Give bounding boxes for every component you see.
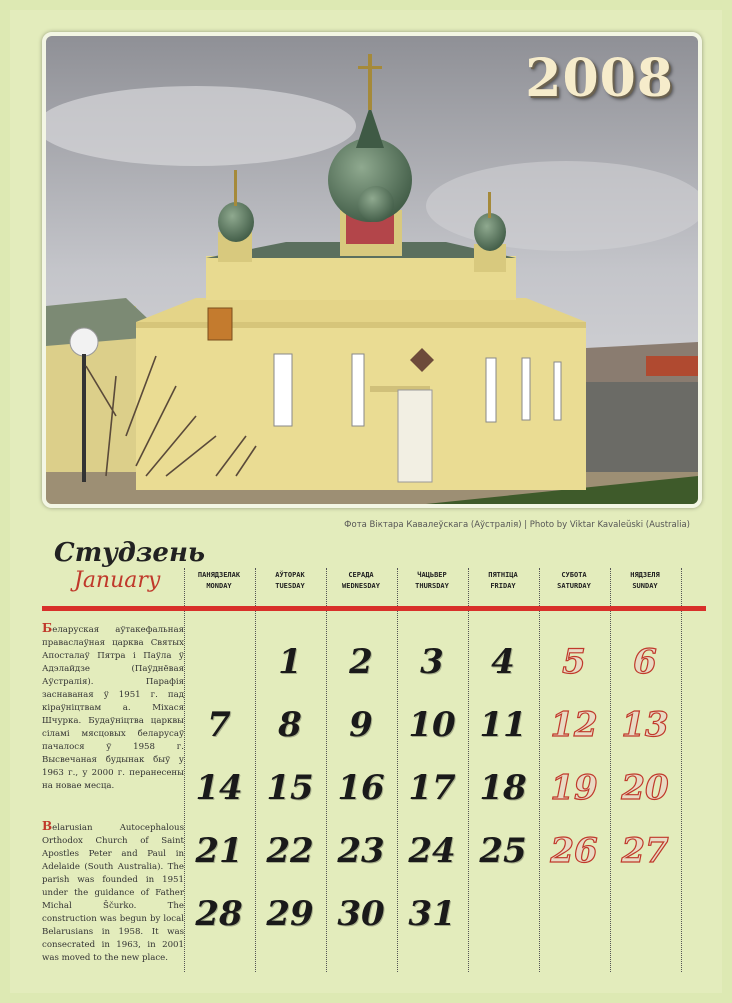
weekday-label-en: SATURDAY: [557, 582, 591, 590]
dropcap: B: [42, 819, 53, 833]
church-photo: [42, 32, 702, 508]
calendar-day-30: 30: [337, 894, 385, 934]
weekday-header-sunday: [610, 570, 680, 592]
calendar-day-23: 23: [337, 831, 385, 871]
description-belarusian: [42, 622, 184, 793]
weekday-label-en: FRIDAY: [490, 582, 516, 590]
weekday-label-en: SUNDAY: [632, 582, 658, 590]
year-label: 2008: [525, 48, 674, 109]
weekday-label-en: THURSDAY: [415, 582, 449, 590]
weekday-label-by: СЕРАДА: [348, 571, 374, 579]
calendar-day-20: 20: [621, 768, 669, 808]
weekday-label-en: MONDAY: [206, 582, 232, 590]
weekday-header-saturday: [539, 570, 609, 592]
weekday-label-by: АЎТОРАК: [275, 571, 305, 579]
calendar-day-26: 26: [550, 831, 598, 871]
calendar-day-9: 9: [349, 705, 373, 745]
weekday-label-by: ПАНЯДЗЕЛАК: [197, 571, 241, 579]
calendar-page: [10, 10, 722, 993]
description-text: еларуская аўтакефальная праваслаўная царква Святых Апосталаў Пятра і Паўла ў Адэлайдзе (Паўднёвая Аўстралія). Парафія заснаваная ў 1951 г. пад кіраўніцтвам а. Міхася Шчурка. Будаўніцтва царквы сіламі мясцовых беларусаў пачалося ў 1958 г. Высвечаная будынак быў у 1963 г., у 2000 г. перанесены на новае месца.: [42, 625, 184, 791]
weekday-label-by: СУБОТА: [561, 571, 587, 579]
calendar-day-12: 12: [550, 705, 598, 745]
weekday-label-by: ЧАЦЬВЕР: [417, 571, 447, 579]
calendar-day-27: 27: [621, 831, 669, 871]
weekday-label-en: TUESDAY: [275, 582, 305, 590]
weekday-header-monday: [184, 570, 254, 592]
calendar-day-16: 16: [337, 768, 385, 808]
description-text: elarusian Autocephalous Orthodox Church of Saint Apostles Peter and Paul in Adelaide (South Australia). The parish was founded in 1951 under the guidance of Father Michal Ščurko. The construction was begun by local Belarusians in 1958. It was consecrated in 1963, in 2001 was moved to the new place.: [42, 823, 184, 963]
header-rule: [42, 606, 706, 611]
calendar-day-17: 17: [408, 768, 456, 808]
calendar-day-31: 31: [408, 894, 456, 934]
calendar-day-8: 8: [278, 705, 302, 745]
calendar-day-15: 15: [266, 768, 314, 808]
calendar-day-19: 19: [550, 768, 598, 808]
description-english: [42, 820, 184, 965]
calendar-day-18: 18: [479, 768, 527, 808]
calendar-day-25: 25: [479, 831, 527, 871]
calendar-day-7: 7: [207, 705, 231, 745]
calendar-day-3: 3: [420, 642, 444, 682]
calendar-day-2: 2: [349, 642, 373, 682]
weekday-header-wednesday: [326, 570, 396, 592]
calendar-day-1: 1: [278, 642, 302, 682]
column-divider: [681, 568, 682, 972]
calendar-day-4: 4: [491, 642, 515, 682]
calendar-day-28: 28: [195, 894, 243, 934]
calendar-day-11: 11: [479, 705, 527, 745]
calendar-day-14: 14: [195, 768, 243, 808]
calendar-day-21: 21: [195, 831, 243, 871]
weekday-label-en: WEDNESDAY: [342, 582, 380, 590]
dropcap: Б: [42, 621, 53, 635]
weekday-header-tuesday: [255, 570, 325, 592]
calendar-day-29: 29: [266, 894, 314, 934]
calendar-day-24: 24: [408, 831, 456, 871]
month-title-belarusian: Студзень: [54, 538, 206, 568]
calendar-day-22: 22: [266, 831, 314, 871]
month-title-english: January: [74, 568, 161, 593]
calendar-day-13: 13: [621, 705, 669, 745]
calendar-day-10: 10: [408, 705, 456, 745]
weekday-header-thursday: [397, 570, 467, 592]
weekday-label-by: ПЯТНІЦА: [488, 571, 518, 579]
calendar-day-5: 5: [562, 642, 586, 682]
photo-credit: Фота Віктара Кавалеўскага (Аўстралія) | Photo by Viktar Kavaleŭski (Australia): [344, 520, 690, 530]
weekday-label-by: НЯДЗЕЛЯ: [630, 571, 660, 579]
calendar-day-6: 6: [633, 642, 657, 682]
weekday-header-friday: [468, 570, 538, 592]
